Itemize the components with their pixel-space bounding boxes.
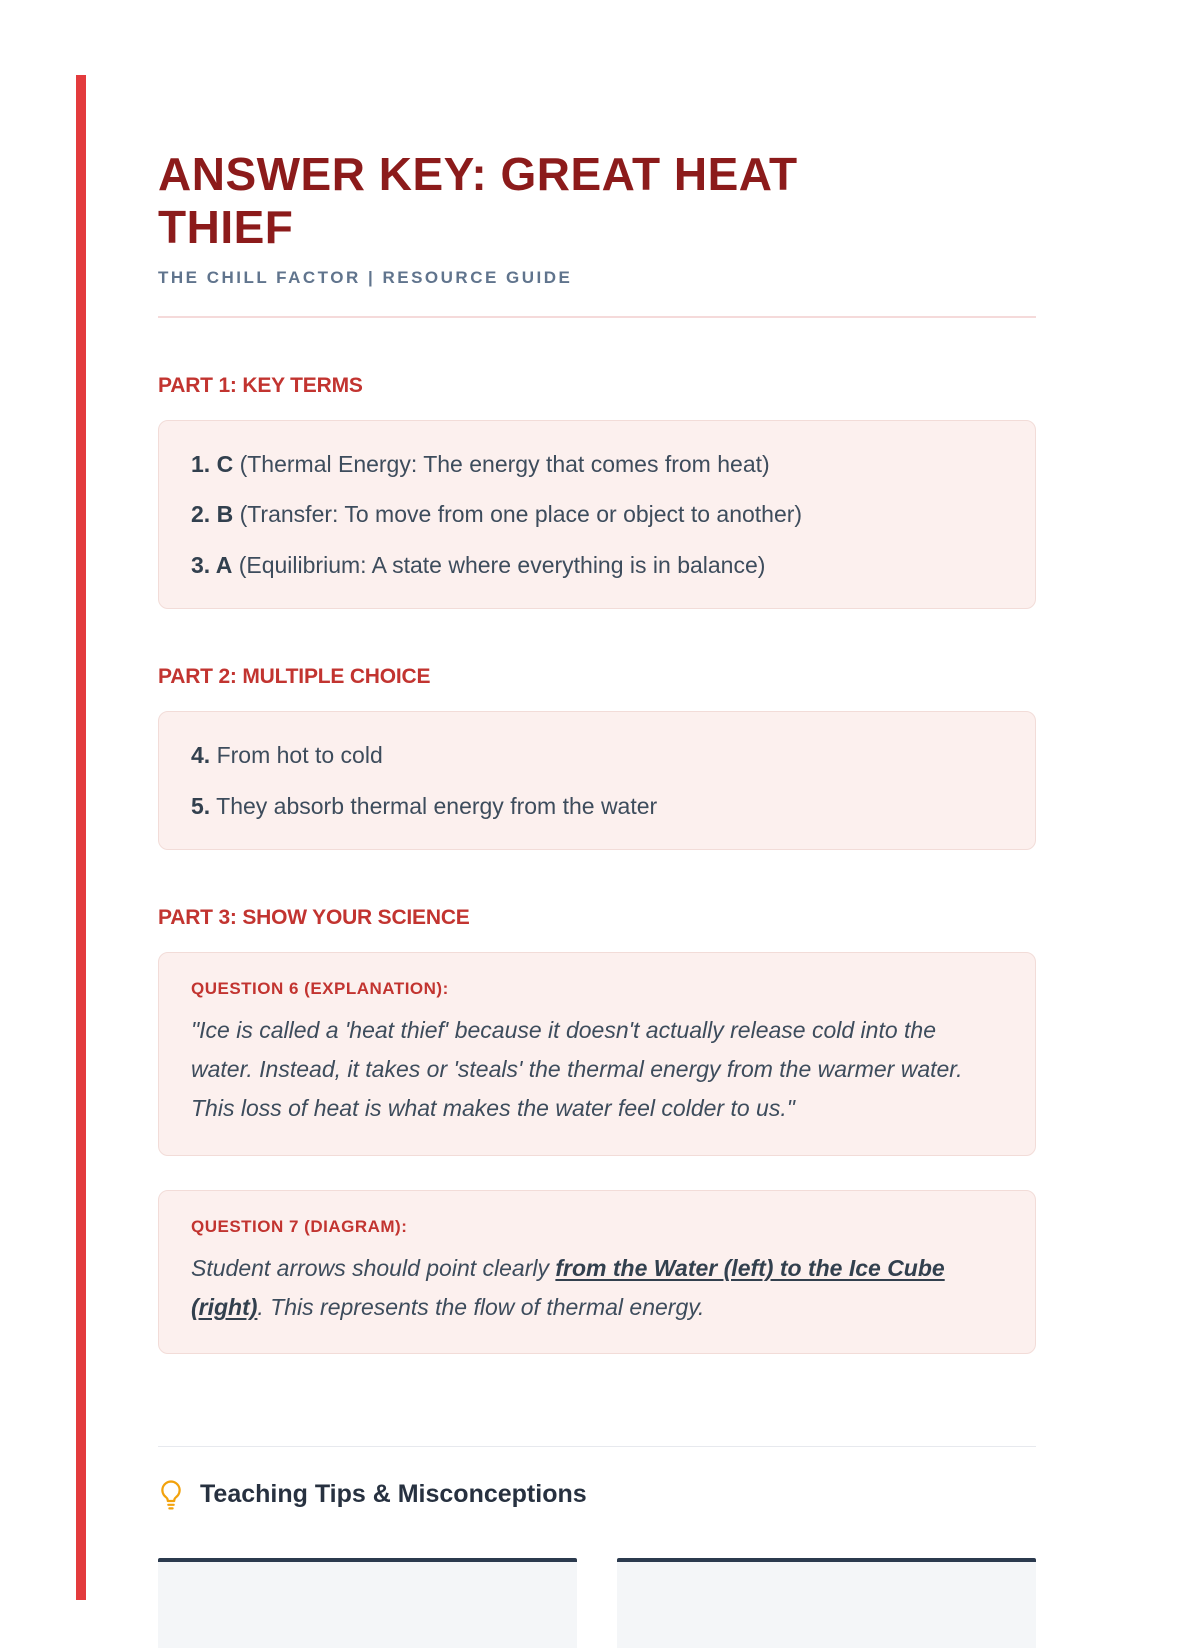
- section-heading-part2: PART 2: MULTIPLE CHOICE: [158, 665, 431, 689]
- answer-item-5-text: They absorb thermal energy from the water: [210, 792, 658, 819]
- tips-divider: [158, 1446, 1036, 1447]
- tip-cards-row: [158, 1558, 1036, 1648]
- answer-item-5: [191, 789, 1003, 824]
- answer-item-2-label: 2. B: [191, 501, 234, 528]
- answer-item-3-text: (Equilibrium: A state where everything is in balance): [232, 551, 766, 578]
- question6-box: [158, 952, 1036, 1155]
- question6-answer-text: "Ice is called a 'heat thief' because it doesn't actually release cold into the water. Instead, it takes or 'steals' the thermal energy from the warmer water. This loss of heat is what makes the water feel colder to us.": [191, 1017, 963, 1122]
- page-title: ANSWER KEY: GREAT HEAT THIEF: [158, 148, 798, 253]
- question7-tail: . This represents the flow of thermal energy.: [257, 1293, 705, 1320]
- title-divider: [158, 316, 1036, 318]
- answer-item-1: [191, 447, 1003, 482]
- document-content: [158, 0, 1036, 1648]
- part2-answer-box: [158, 711, 1036, 850]
- question7-lead: Student arrows should point clearly: [191, 1254, 556, 1281]
- answer-item-4-label: 4.: [191, 742, 211, 769]
- answer-item-4-text: From hot to cold: [210, 742, 383, 769]
- part1-answer-box: [158, 420, 1036, 610]
- question7-emphasis: from the Water (left) to the Ice Cube (right): [191, 1254, 945, 1320]
- answer-item-3: [191, 548, 1003, 583]
- lightbulb-icon: [158, 1479, 184, 1510]
- tip-card-right: [617, 1558, 1036, 1648]
- answer-item-2: [191, 497, 1003, 532]
- tip-card-left: [158, 1558, 577, 1648]
- tips-heading: Teaching Tips & Misconceptions: [200, 1479, 587, 1508]
- question7-label: QUESTION 7 (DIAGRAM):: [191, 1216, 408, 1236]
- question7-answer-text: [191, 1249, 1003, 1327]
- answer-item-4: [191, 738, 1003, 773]
- page-subtitle: THE CHILL FACTOR | RESOURCE GUIDE: [158, 267, 573, 287]
- section-heading-part1: PART 1: KEY TERMS: [158, 373, 363, 397]
- answer-item-3-label: 3. A: [191, 551, 233, 578]
- tips-heading-row: [158, 1479, 1036, 1510]
- left-accent-bar: [76, 75, 86, 1600]
- answer-item-1-label: 1. C: [191, 450, 234, 477]
- answer-item-1-text: (Thermal Energy: The energy that comes from heat): [233, 450, 770, 477]
- answer-item-2-text: (Transfer: To move from one place or object to another): [233, 501, 803, 528]
- question7-box: [158, 1190, 1036, 1354]
- question6-label: QUESTION 6 (EXPLANATION):: [191, 979, 449, 999]
- answer-item-5-label: 5.: [191, 792, 211, 819]
- section-heading-part3: PART 3: SHOW YOUR SCIENCE: [158, 906, 470, 930]
